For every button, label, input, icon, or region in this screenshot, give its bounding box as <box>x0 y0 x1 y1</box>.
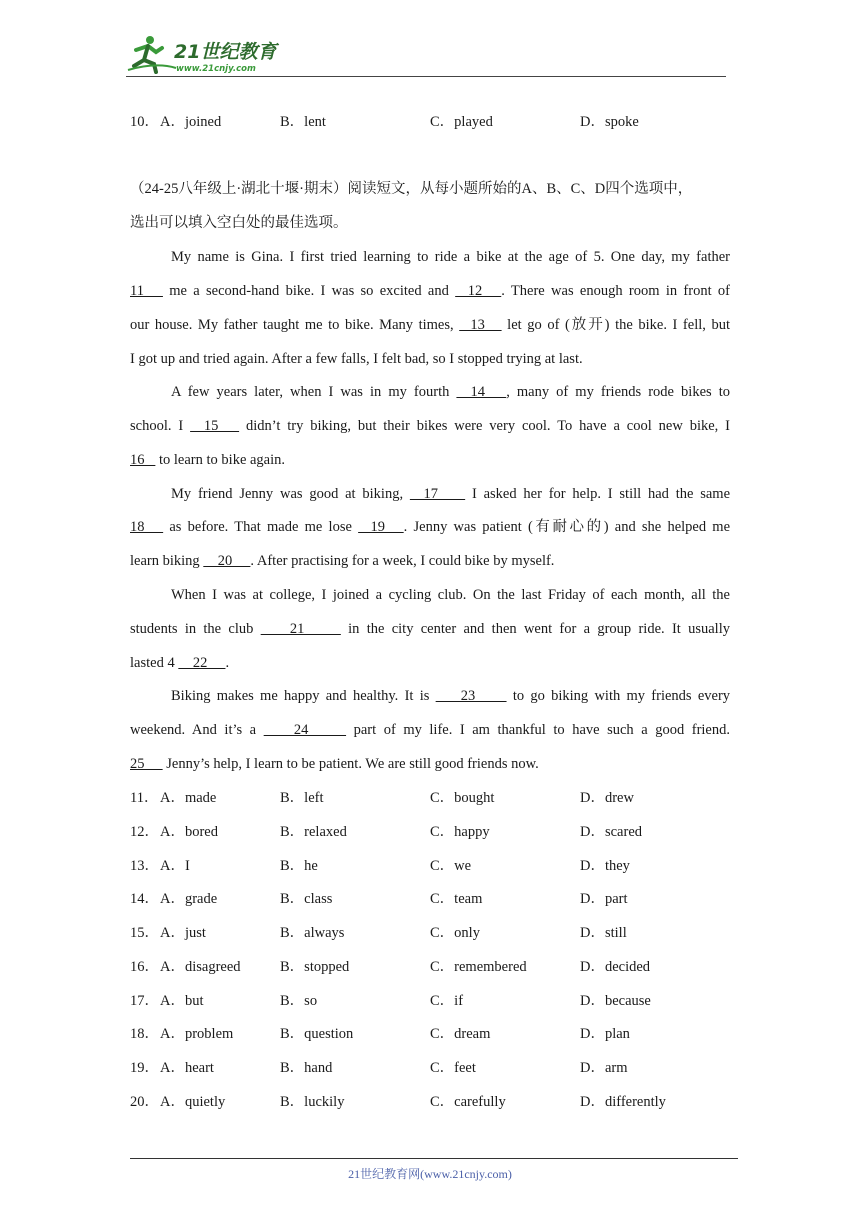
question-row <box>130 822 730 842</box>
passage-text: to learn to bike again. <box>155 452 286 468</box>
question-number: 19． <box>130 1060 159 1076</box>
option-d: D．decided <box>580 959 651 975</box>
passage-text: our house. My father taught me to bike. Many times, <box>130 317 460 333</box>
option-d: D．differently <box>580 1094 666 1110</box>
site-logo <box>126 32 296 76</box>
option-b: B．he <box>280 858 318 874</box>
footer-divider <box>130 1158 738 1159</box>
blank-15: 15 <box>190 418 240 434</box>
option-b: B．relaxed <box>280 824 347 840</box>
option-b: B．lent <box>280 114 326 130</box>
passage-text: . After practising for a week, I could bike by myself. <box>250 553 555 569</box>
question-number: 17． <box>130 993 159 1009</box>
option-a: A．I <box>160 858 190 874</box>
option-b: B．so <box>280 993 318 1009</box>
option-c: C．dream <box>430 1026 491 1042</box>
instructions-line-1: （24-25八年级上·湖北十堰·期末）阅读短文，从每小题所始的A、B、C、D四个选项中， <box>130 181 693 197</box>
question-number: 20． <box>130 1094 159 1110</box>
passage-text: didn’t try biking, but their bikes were very cool. To have a cool new bike, I <box>239 418 731 434</box>
blank-17: 17 <box>409 486 466 502</box>
passage-text: learn biking <box>130 553 204 569</box>
blank-20: 20 <box>203 553 251 569</box>
option-b: B．hand <box>280 1060 333 1076</box>
blank-24: 24 <box>263 722 347 738</box>
passage-p3-line-1 <box>130 484 730 504</box>
passage-p4-line-1: When I was at college, I joined a cycling club. On the last Friday of each month, all the <box>171 587 730 603</box>
option-d: D．still <box>580 925 627 941</box>
blank-25: 25 <box>130 756 163 772</box>
blank-19: 19 <box>358 519 404 535</box>
question-number: 15． <box>130 925 159 941</box>
blank-23: 23 <box>435 688 507 704</box>
logo-title: 21世纪教育 <box>174 41 277 63</box>
question-number: 16． <box>130 959 159 975</box>
blank-16: 16 <box>130 452 156 468</box>
question-row <box>130 1092 730 1112</box>
question-row <box>130 856 730 876</box>
option-c: C．if <box>430 993 464 1009</box>
option-b: B．luckily <box>280 1094 345 1110</box>
question-row <box>130 889 730 909</box>
option-b: B．stopped <box>280 959 350 975</box>
passage-p1-line-1: My name is Gina. I first tried learning to ride a bike at the age of 5. One day, my father <box>171 249 730 265</box>
passage-p3-line-3 <box>130 551 730 571</box>
page-header <box>126 32 726 78</box>
passage-text: Jenny’s help, I learn to be patient. We are still good friends now. <box>162 756 539 772</box>
blank-13: 13 <box>459 317 502 333</box>
passage-p1-line-3 <box>130 315 730 335</box>
page-footer: 21世纪教育网(www.21cnjy.com) <box>348 1167 512 1181</box>
option-b: B．class <box>280 891 333 907</box>
passage-text: in the city center and then went for a group ride. It usually <box>340 621 730 637</box>
blank-18: 18 <box>130 519 164 535</box>
option-a: A．just <box>160 925 206 941</box>
passage-text: let go of (放开) the bike. I fell, but <box>501 317 730 333</box>
question-number: 14． <box>130 891 159 907</box>
option-c: C．only <box>430 925 480 941</box>
passage-p4-line-3 <box>130 653 730 673</box>
passage-p5-line-1 <box>130 686 730 706</box>
option-d: D．plan <box>580 1026 630 1042</box>
header-divider <box>126 76 726 77</box>
passage-text: , many of my friends rode bikes to <box>506 384 730 400</box>
option-a: A．disagreed <box>160 959 241 975</box>
passage-p1-line-4: I got up and tried again. After a few falls, I felt bad, so I stopped trying at last. <box>130 351 583 367</box>
passage-text: . Jenny was patient (有耐心的) and she helped me <box>403 519 731 535</box>
passage-text: . <box>225 655 230 671</box>
passage-p4-line-2 <box>130 619 730 639</box>
option-c: C．we <box>430 858 472 874</box>
option-a: A．bored <box>160 824 218 840</box>
option-c: C．remembered <box>430 959 527 975</box>
passage-text: me a second-hand bike. I was so excited and <box>162 283 456 299</box>
question-row <box>130 991 730 1011</box>
option-b: B．always <box>280 925 345 941</box>
option-c: C．happy <box>430 824 490 840</box>
blank-22: 22 <box>178 655 226 671</box>
option-a: A．quietly <box>160 1094 226 1110</box>
passage-p5-line-3 <box>130 754 730 774</box>
passage-p2-line-2 <box>130 416 730 436</box>
instructions-line-2: 选出可以填入空白处的最佳选项。 <box>130 215 348 231</box>
question-number: 10． <box>130 114 159 130</box>
option-a: A．problem <box>160 1026 234 1042</box>
question-row <box>130 1024 730 1044</box>
option-d: D．drew <box>580 790 634 806</box>
passage-p3-line-2 <box>130 517 730 537</box>
option-a: A．but <box>160 993 204 1009</box>
option-a: A．joined <box>160 114 222 130</box>
passage-p5-line-2 <box>130 720 730 740</box>
passage-text: . There was enough room in front of <box>501 283 731 299</box>
option-a: A．heart <box>160 1060 214 1076</box>
blank-21: 21 <box>260 621 341 637</box>
question-number: 11． <box>130 790 159 806</box>
passage-text: part of my life. I am thankful to have such a good friend. <box>346 722 730 738</box>
option-d: D．part <box>580 891 628 907</box>
question-number: 12． <box>130 824 159 840</box>
question-row <box>130 957 730 977</box>
passage-text: I asked her for help. I still had the same <box>465 486 731 502</box>
option-a: A．grade <box>160 891 218 907</box>
question-row <box>130 923 730 943</box>
question-row <box>130 1058 730 1078</box>
passage-text: My friend Jenny was good at biking, <box>171 486 410 502</box>
option-b: B．left <box>280 790 324 806</box>
passage-p2-line-3 <box>130 450 730 470</box>
blank-11: 11 <box>130 283 163 299</box>
option-c: C．bought <box>430 790 495 806</box>
option-c: C．feet <box>430 1060 476 1076</box>
question-number: 18． <box>130 1026 159 1042</box>
option-c: C．carefully <box>430 1094 506 1110</box>
passage-text: lasted 4 <box>130 655 179 671</box>
passage-text: A few years later, when I was in my fourth <box>171 384 457 400</box>
passage-text: Biking makes me happy and healthy. It is <box>171 688 436 704</box>
option-c: C．played <box>430 114 493 130</box>
passage-text: as before. That made me lose <box>163 519 359 535</box>
option-d: D．spoke <box>580 114 639 130</box>
option-b: B．question <box>280 1026 354 1042</box>
passage-p2-line-1 <box>130 382 730 402</box>
blank-14: 14 <box>456 384 507 400</box>
question-row-10 <box>130 112 730 132</box>
option-d: D．arm <box>580 1060 628 1076</box>
passage-text: school. I <box>130 418 191 434</box>
passage-p1-line-2 <box>130 281 730 301</box>
question-row <box>130 788 730 808</box>
passage-text: weekend. And it’s a <box>130 722 264 738</box>
option-a: A．made <box>160 790 217 806</box>
question-number: 13． <box>130 858 159 874</box>
runner-icon <box>128 36 176 72</box>
option-c: C．team <box>430 891 483 907</box>
passage-text: students in the club <box>130 621 261 637</box>
option-d: D．scared <box>580 824 643 840</box>
option-d: D．they <box>580 858 630 874</box>
passage-text: to go biking with my friends every <box>506 688 731 704</box>
blank-12: 12 <box>455 283 502 299</box>
option-d: D．because <box>580 993 651 1009</box>
logo-url: www.21cnjy.com <box>176 64 256 74</box>
